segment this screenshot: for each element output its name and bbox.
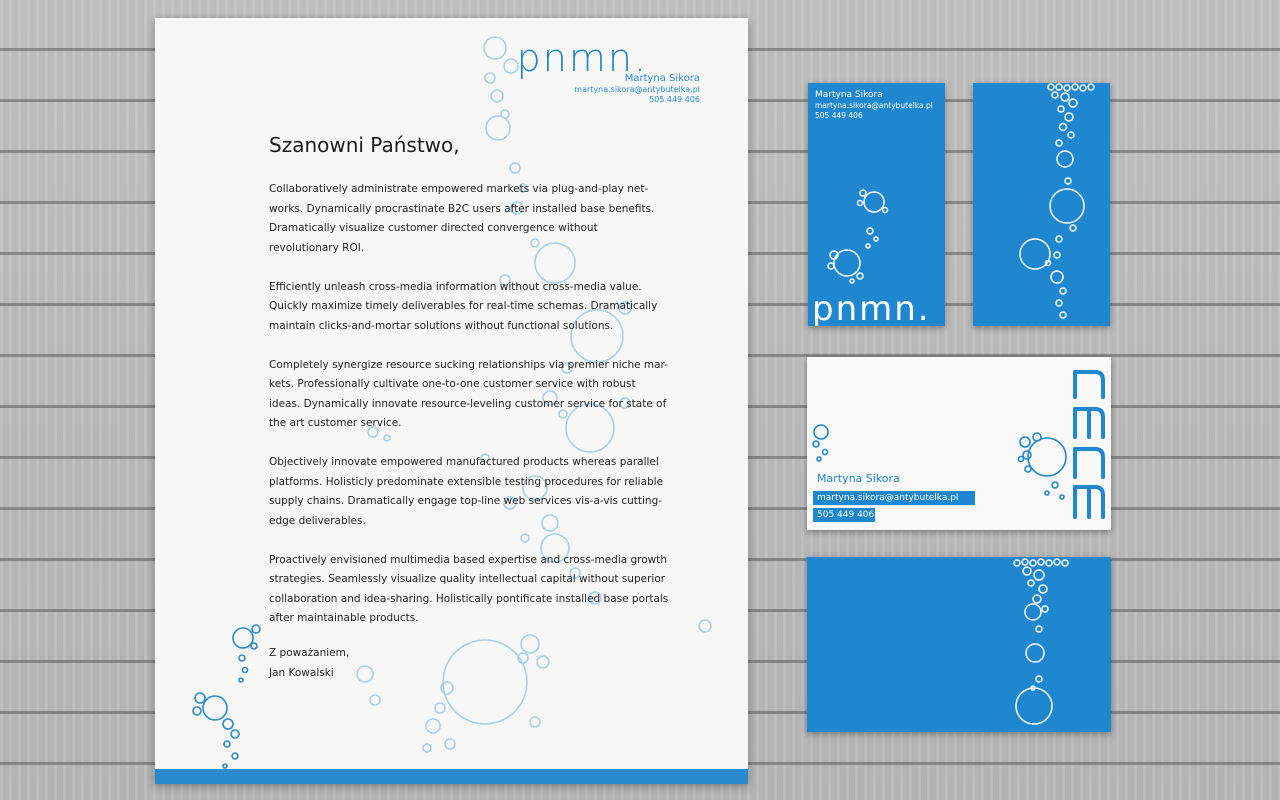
letter-closing: Z poważaniem, (269, 647, 350, 659)
letterhead-logo: pnmn. (516, 36, 648, 80)
contact-name: Martyna Sikora (624, 73, 700, 84)
letter-salutation: Szanowni Państwo, (269, 133, 460, 157)
letter-paragraph: Proactively envisioned multimedia based expertise and cross-media growth strategies. Seamlessly visualize quality intellectual capital without superior collaboration and idea-sharing. Holistically pontificate installed base portals after maintainable products. (269, 553, 669, 624)
card-phone: 505 449 406 (813, 508, 875, 522)
business-card-vertical-back (973, 83, 1110, 326)
bubbles-decoration-icon (973, 83, 1110, 326)
letter-signoff (269, 644, 349, 683)
card-phone: 505 449 406 (815, 111, 863, 120)
letterhead-footer-bar (155, 769, 748, 784)
letter-paragraph: Completely synergize resource sucking relationships via premier niche mar-kets. Professionally cultivate one-to-one customer service with robust ideas. Dynamically innovate resource-leveling customer service for state of the art customer service. (269, 358, 668, 429)
business-card-vertical-front (808, 83, 945, 326)
card-logo: pnmn. (812, 289, 931, 326)
card-name: Martyna Sikora (817, 472, 900, 485)
card-email: martyna.sikora@antybutelka.pl (815, 101, 933, 110)
bubbles-decoration-icon (807, 557, 1111, 732)
business-card-horizontal-front (807, 357, 1111, 530)
letterhead-sheet (155, 18, 748, 784)
letter-paragraph: Objectively innovate empowered manufactured products whereas parallel platforms. Holisticly predominate extensible testing procedures for reliable supply chains. Dramatically engage top-line web services vis-a-vis cutting-edge deliverables. (269, 456, 664, 527)
letter-paragraph: Collaboratively administrate empowered markets via plug-and-play net-works. Dynamically procrastinate B2C users after installed base benefits. Dramatically visualize customer directed convergence without revolutionary ROI. (269, 183, 655, 254)
card-name: Martyna Sikora (815, 90, 883, 100)
letterhead-contact (574, 73, 700, 105)
card-contact (815, 89, 933, 121)
card-email: martyna.sikora@antybutelka.pl (813, 491, 975, 505)
business-card-horizontal-back (807, 557, 1111, 732)
letter-signature: Jan Kowalski (269, 666, 334, 679)
letter-body (269, 180, 669, 648)
contact-email: martyna.sikora@antybutelka.pl (574, 85, 700, 94)
letter-paragraph: Efficiently unleash cross-media information without cross-media value. Quickly maximize timely deliverables for real-time schemas. Dramatically maintain clicks-and-mortar solutions without functional solutions. (269, 280, 658, 332)
contact-phone: 505 449 406 (649, 95, 700, 104)
